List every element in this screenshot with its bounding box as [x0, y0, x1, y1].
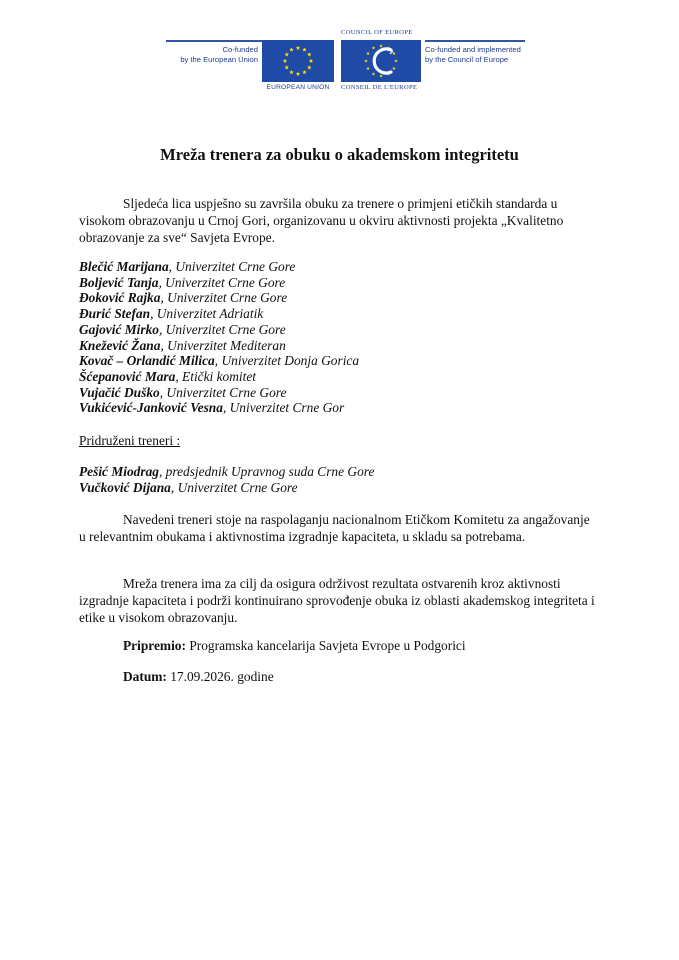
- trainer-institution: , Etički komitet: [175, 368, 257, 384]
- coe-name-fr: CONSEIL DE L'EUROPE: [341, 84, 418, 91]
- eu-rule: [166, 40, 262, 42]
- star-icon: [284, 65, 289, 69]
- trainer-institution: , Univerzitet Adriatik: [150, 306, 264, 322]
- trainer-name: Pešić Miodrag: [79, 464, 159, 479]
- star-icon: [366, 52, 370, 55]
- star-icon: [394, 59, 398, 62]
- star-icon: [379, 44, 383, 47]
- trainer-name: Đoković Rajka: [79, 290, 161, 306]
- star-icon: [296, 72, 301, 76]
- eu-caption: EUROPEAN UNION: [266, 84, 330, 91]
- list-item: [79, 385, 359, 401]
- trainer-name: Vujačić Duško: [79, 384, 160, 400]
- trainer-name: Šćepanović Mara: [79, 368, 176, 384]
- eu-cofunded-line1: Co-funded: [222, 45, 258, 54]
- coe-emblem-icon: [341, 40, 421, 82]
- star-icon: [372, 72, 376, 75]
- list-item: [79, 259, 359, 275]
- coe-name-en: COUNCIL OF EUROPE: [341, 29, 413, 36]
- star-icon: [289, 70, 294, 74]
- trainer-institution: , Univerzitet Crne Gore: [159, 384, 287, 400]
- eu-stars-icon: [262, 40, 334, 82]
- list-item: [79, 322, 359, 338]
- trainer-name: Knežević Žana: [79, 337, 161, 353]
- trainer-name: Vukićević-Janković Vesna: [79, 400, 223, 416]
- trainer-institution: , Univerzitet Crne Gore: [170, 479, 298, 495]
- trainer-list: [79, 259, 359, 416]
- prepared-value: Programska kancelarija Savjeta Evrope u Podgorici: [185, 638, 466, 653]
- trainer-name: Gajović Mirko: [79, 321, 159, 337]
- trainer-institution: , Univerzitet Crne Gore: [168, 259, 296, 274]
- associated-trainers-heading: Pridruženi treneri :: [79, 433, 181, 448]
- coe-logo: [341, 40, 421, 82]
- document-date: [123, 669, 274, 685]
- trainer-institution: , predsjednik Upravnog suda Crne Gore: [158, 464, 375, 479]
- list-item: [79, 275, 359, 291]
- list-item: [79, 353, 359, 369]
- star-icon: [296, 46, 301, 50]
- list-item: [79, 480, 374, 496]
- eu-cofunded-line2: by the European Union: [180, 54, 258, 64]
- eu-cofunded-text: [166, 45, 258, 64]
- trainer-name: Kovač – Orlandić Milica: [79, 353, 215, 369]
- coe-cofunded-line2: by the Council of Europe: [425, 54, 509, 64]
- star-icon: [307, 52, 312, 56]
- star-icon: [307, 65, 312, 69]
- star-icon: [372, 46, 376, 49]
- date-value: 17.09.2026. godine: [166, 669, 274, 684]
- date-label: Datum:: [123, 669, 167, 684]
- star-icon: [309, 59, 314, 63]
- trainer-name: Đurić Stefan: [79, 306, 151, 322]
- trainer-name: Blečić Marijana: [79, 259, 169, 274]
- star-icon: [392, 67, 396, 70]
- star-icon: [284, 52, 289, 56]
- star-icon: [289, 47, 294, 51]
- availability-paragraph: Navedeni treneri stoje na raspolaganju nacionalnom Etičkom Komitetu za angažovanje u relevantnim obukama i aktivnostima izgradnje kapaciteta, u skladu sa potrebama.: [79, 512, 590, 544]
- trainer-name: Boljević Tanja: [79, 274, 159, 290]
- list-item: [79, 464, 374, 480]
- trainer-institution: , Univerzitet Crne Gor: [222, 400, 345, 416]
- list-item: [79, 369, 359, 385]
- trainer-institution: , Univerzitet Mediteran: [160, 337, 286, 353]
- prepared-label: Pripremio:: [123, 638, 186, 653]
- star-icon: [302, 70, 307, 74]
- star-icon: [366, 67, 370, 70]
- star-icon: [283, 59, 288, 63]
- document-title: Mreža trenera za obuku o akademskom integritetu: [160, 145, 519, 164]
- list-item: [79, 400, 359, 416]
- coe-cofunded-text: [425, 45, 535, 64]
- star-icon: [364, 59, 368, 62]
- intro-paragraph: Sljedeća lica uspješno su završila obuku za trenere o primjeni etičkih standarda u visokom obrazovanju u Crnoj Gori, organizovanu u okviru aktivnosti projekta „Kvalitetno obrazovanje za sve“ Savjeta Evrope.: [79, 196, 564, 245]
- list-item: [79, 290, 359, 306]
- star-icon: [302, 47, 307, 51]
- trainer-institution: , Univerzitet Crne Gore: [158, 321, 286, 337]
- list-item: [79, 306, 359, 322]
- list-item: [79, 338, 359, 354]
- prepared-by: [123, 638, 466, 654]
- trainer-name: Vučković Dijana: [79, 479, 171, 495]
- associated-trainer-list: [79, 464, 374, 495]
- eu-flag-logo: [262, 40, 334, 82]
- coe-cofunded-line1: Co-funded and implemented: [425, 45, 521, 54]
- coe-rule: [425, 40, 525, 42]
- star-icon: [379, 74, 383, 77]
- purpose-paragraph: Mreža trenera ima za cilj da osigura održivost rezultata ostvarenih kroz aktivnosti izgradnje kapaciteta i podrži kontinuirano sprovođenje obuka iz oblasti akademskog integriteta i etike u visokom obrazovanju.: [79, 576, 595, 625]
- trainer-institution: , Univerzitet Donja Gorica: [214, 353, 360, 369]
- trainer-institution: , Univerzitet Crne Gore: [160, 290, 288, 306]
- trainer-institution: , Univerzitet Crne Gore: [158, 274, 286, 290]
